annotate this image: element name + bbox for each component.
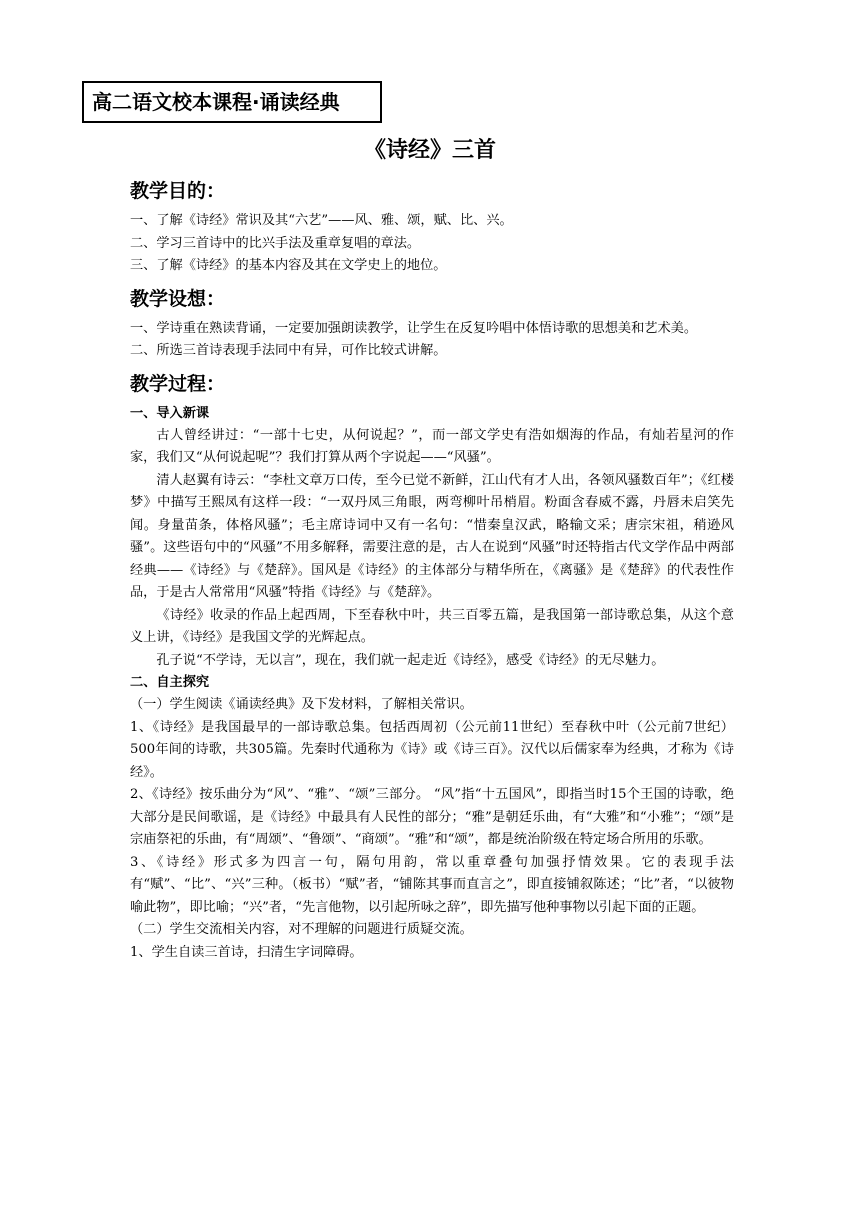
- document-body: [130, 176, 734, 964]
- concept-item: 一、学诗重在熟读背诵，一定要加强朗读教学，让学生在反复吟唱中体悟诗歌的思想美和艺术美。: [130, 320, 698, 336]
- objectives-heading: 教学目的：: [130, 180, 226, 202]
- explore-point: 3、《诗经》形式多为四言一句，隔句用韵，常以重章叠句加强抒情效果。它的表现手法有“赋”、“比”、“兴”三种。（板书）“赋”者，“铺陈其事而直言之”，即直接铺叙陈述；“比”者，“以彼物喻此物”，即比喻；“兴”者，“先言他物，以引起所咏之辞”，即先描写他种事物以引起下面的正题。: [130, 854, 734, 915]
- intro-paragraph: 古人曾经讲过：“一部十七史，从何说起？”，而一部文学史有浩如烟海的作品，有灿若星河的作家，我们又“从何说起呢”？我们打算从两个字说起——“风骚”。: [130, 427, 734, 465]
- intro-paragraph: 孔子说“不学诗，无以言”，现在，我们就一起走近《诗经》，感受《诗经》的无尽魅力。: [156, 652, 665, 668]
- objective-item: 一、了解《诗经》常识及其“六艺”——风、雅、颂，赋、比、兴。: [130, 213, 513, 228]
- course-label-box: [82, 81, 382, 123]
- section-heading-intro: 一、导入新课: [130, 405, 210, 421]
- explore-subheading: （一）学生阅读《诵读经典》及下发材料，了解相关常识。: [130, 697, 473, 712]
- explore-point: 2、《诗经》按乐曲分为“风”、“雅”、“颂”三部分。 “风”指“十五国风”，即指当时15个王国的诗歌，绝大部分是民间歌谣，是《诗经》中最具有人民性的部分；“雅”是朝廷乐曲，有“大雅”和“小雅”；“颂”是宗庙祭祀的乐曲，有“周颂”、“鲁颂”、“商颂”。“雅”和“颂”，都是统治阶级在特定场合所用的乐歌。: [130, 787, 734, 847]
- explore-subheading: （二）学生交流相关内容，对不理解的问题进行质疑交流。: [130, 922, 473, 937]
- explore-point: 1、《诗经》是我国最早的一部诗歌总集。包括西周初（公元前11世纪）至春秋中叶（公元前7世纪）500年间的诗歌，共305篇。先秦时代通称为《诗》或《诗三百》。汉代以后儒家奉为经典，才称为《诗经》。: [130, 719, 734, 780]
- objective-item: 三、了解《诗经》的基本内容及其在文学史上的地位。: [130, 258, 447, 273]
- section-heading-explore: 二、自主探究: [130, 675, 210, 690]
- document-title: 《诗经》三首: [363, 138, 496, 163]
- process-heading: 教学过程：: [130, 372, 226, 395]
- course-label: 高二语文校本课程·诵读经典: [92, 90, 340, 114]
- concept-heading: 教学设想：: [130, 287, 226, 310]
- concept-item: 二、所选三首诗表现手法同中有异，可作比较式讲解。: [130, 343, 447, 358]
- intro-paragraph: 《诗经》收录的作品上起西周，下至春秋中叶，共三百零五篇，是我国第一部诗歌总集，从这个意义上讲，《诗经》是我国文学的光辉起点。: [130, 607, 734, 645]
- intro-paragraph: 清人赵翼有诗云：“李杜文章万口传，至今已觉不新鲜，江山代有才人出，各领风骚数百年”；《红楼梦》中描写王熙凤有这样一段：“一双丹凤三角眼，两弯柳叶吊梢眉。粉面含春威不露，丹唇未启笑先闻。身量苗条，体格风骚”；毛主席诗词中又有一名句：“惜秦皇汉武，略输文采；唐宗宋祖，稍逊风骚”。这些语句中的“风骚”不用多解释，需要注意的是，古人在说到“风骚”时还特指古代文学作品中两部经典——《诗经》与《楚辞》。国风是《诗经》的主体部分与精华所在，《离骚》是《楚辞》的代表性作品，于是古人常常用“风骚”特指《诗经》与《楚辞》。: [130, 472, 734, 600]
- explore-point: 1、学生自读三首诗，扫清生字词障碍。: [130, 944, 363, 960]
- objective-item: 二、学习三首诗中的比兴手法及重章复唱的章法。: [130, 235, 421, 251]
